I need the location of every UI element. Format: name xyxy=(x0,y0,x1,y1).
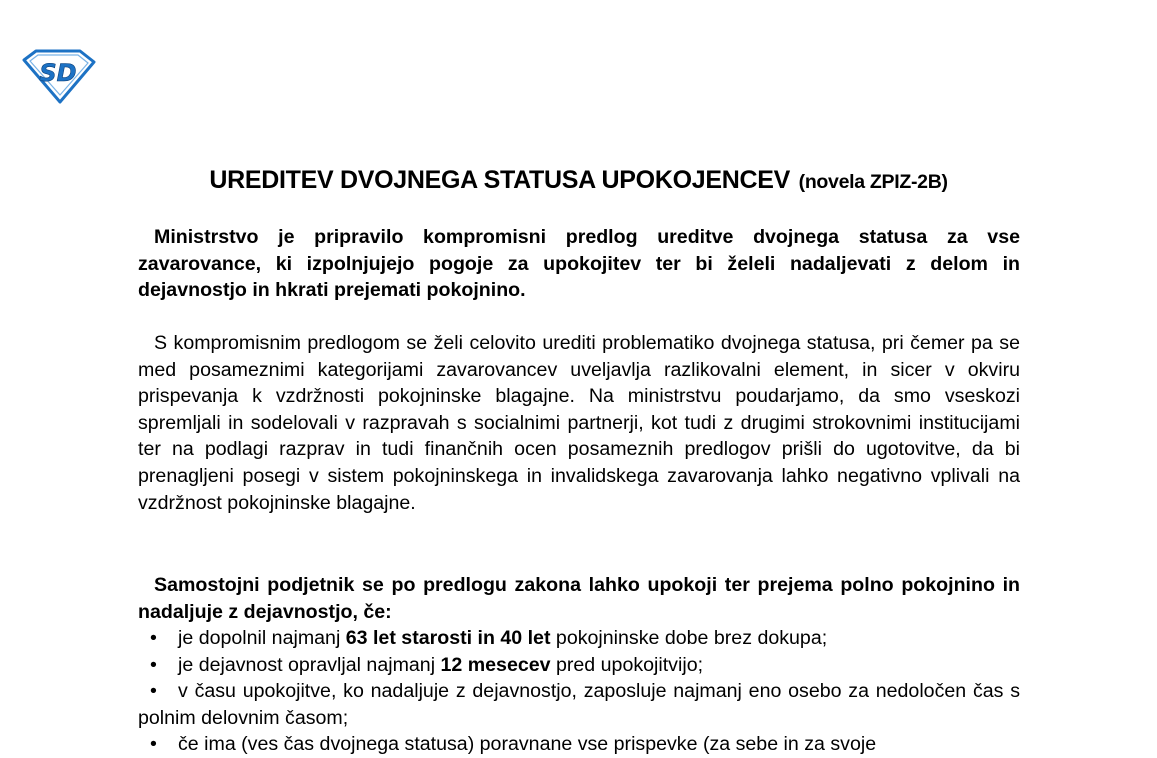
list-item: • v času upokojitve, ko nadaljuje z dejavnostjo, zaposluje najmanj eno osebo za nedoločen čas s polnim delovnim časom; xyxy=(138,680,1020,729)
list-item: • je dejavnost opravljal najmanj 12 mesecev pred upokojitvijo; xyxy=(138,652,1020,679)
list-item: • če ima (ves čas dvojnega statusa) poravnane vse prispevke (za sebe in za svoje xyxy=(138,731,1020,758)
list-item: • je dopolnil najmanj 63 let starosti in 40 let pokojninske dobe brez dokupa; xyxy=(138,625,1020,652)
bullet-icon: • xyxy=(150,627,157,649)
bullet-icon: • xyxy=(150,680,157,703)
bullet-icon: • xyxy=(150,653,157,676)
title-sub: (novela ZPIZ-2B) xyxy=(798,171,948,193)
compromise-paragraph xyxy=(138,330,1020,516)
logo-lettering: SD xyxy=(39,59,77,87)
entrepreneur-paragraph-text: Samostojni podjetnik se po predlogu zakona lahko upokoji ter prejema polno pokojnino in nadaljuje z dejavnostjo, če: xyxy=(138,574,1020,623)
bullet-icon: • xyxy=(150,733,157,756)
intro-paragraph xyxy=(138,224,1020,304)
document-title xyxy=(0,166,1157,195)
compromise-paragraph-text: S kompromisnim predlogom se želi celovito urediti problematiko dvojnega statusa, pri čemer pa se med posameznimi kategorijami zavarovancev uveljavlja razlikovalni element, in sicer v okviru prispevanja k vzdržnosti pokojninske blagajne. Na ministrstvu poudarjamo, da smo vseskozi spremljali in sodelovali v razpravah s socialnimi partnerji, kot tudi z drugimi strokovnimi institucijami ter na podlagi razprav in tudi finančnih ocen posameznih predlogov prišli do ugotovitve, da bi prenagljeni posegi v sistem pokojninskega in invalidskega zavarovanja lahko negativno vplivali na vzdržnost pokojninske blagajne. xyxy=(138,332,1020,514)
entrepreneur-paragraph xyxy=(138,572,1020,625)
conditions-list xyxy=(138,625,1020,758)
intro-paragraph-text: Ministrstvo je pripravilo kompromisni predlog ureditve dvojnega statusa za vse zavarovance, ki izpolnjujejo pogoje za upokojitev ter bi želeli nadaljevati z delom in dejavnostjo in hkrati prejemati pokojnino. xyxy=(138,226,1020,302)
company-logo xyxy=(22,48,96,104)
title-main: UREDITEV DVOJNEGA STATUSA UPOKOJENCEV xyxy=(209,166,790,194)
